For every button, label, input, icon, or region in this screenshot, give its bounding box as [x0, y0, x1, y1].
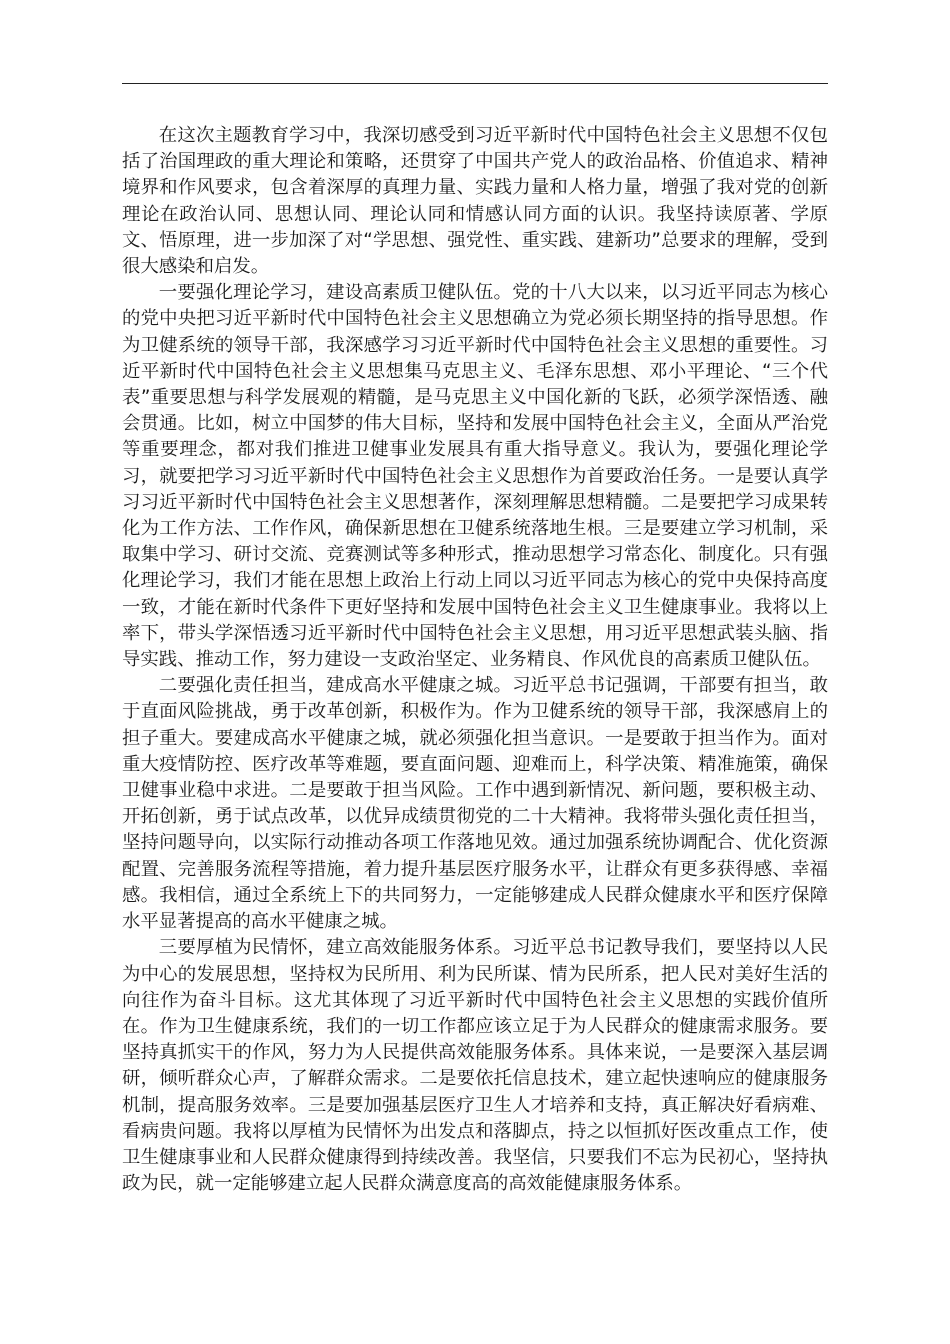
paragraph-intro: 在这次主题教育学习中，我深切感受到习近平新时代中国特色社会主义思想不仅包括了治国理政的重大理论和策略，还贯穿了中国共产党人的政治品格、价值追求、精神境界和作风要求，包含着深厚的真理力量、实践力量和人格力量，增强了我对党的创新理论在政治认同、思想认同、理论认同和情感认同方面的认识。我坚持读原著、学原文、悟原理，进一步加深了对“学思想、强党性、重实践、建新功”总要求的理解，受到很大感染和启发。 [122, 125, 828, 278]
paragraph-theory-study: 一要强化理论学习，建设高素质卫健队伍。党的十八大以来，以习近平同志为核心的党中央把习近平新时代中国特色社会主义思想确立为党必须长期坚持的指导思想。作为卫健系统的领导干部，我深感学习习近平新时代中国特色社会主义思想的重要性。习近平新时代中国特色社会主义思想集马克思主义、毛泽东思想、邓小平理论、“三个代表”重要思想与科学发展观的精髓，是马克思主义中国化新的飞跃，必须学深悟透、融会贯通。比如，树立中国梦的伟大目标，坚持和发展中国特色社会主义，全面从严治党等重要理念，都对我们推进卫健事业发展具有重大指导意义。我认为，要强化理论学习，就要把学习习近平新时代中国特色社会主义思想作为首要政治任务。一是要认真学习习近平新时代中国特色社会主义思想著作，深刻理解思想精髓。二是要把学习成果转化为工作方法、工作作风，确保新思想在卫健系统落地生根。三是要建立学习机制，采取集中学习、研讨交流、竞赛测试等多种形式，推动思想学习常态化、制度化。只有强化理论学习，我们才能在思想上政治上行动上同以习近平同志为核心的党中央保持高度一致，才能在新时代条件下更好坚持和发展中国特色社会主义卫生健康事业。我将以上率下，带头学深悟透习近平新时代中国特色社会主义思想，用习近平思想武装头脑、指导实践、推动工作，努力建设一支政治坚定、业务精良、作风优良的高素质卫健队伍。 [122, 282, 828, 671]
paragraph-people-service: 三要厚植为民情怀，建立高效能服务体系。习近平总书记教导我们，要坚持以人民为中心的发展思想，坚持权为民所用、利为民所谋、情为民所系，把人民对美好生活的向往作为奋斗目标。这尤其体现了习近平新时代中国特色社会主义思想的实践价值所在。作为卫生健康系统，我们的一切工作都应该立足于为人民群众的健康需求服务。要坚持真抓实干的作风，努力为人民提供高效能服务体系。具体来说，一是要深入基层调研，倾听群众心声，了解群众需求。二是要依托信息技术，建立起快速响应的健康服务机制，提高服务效率。三是要加强基层医疗卫生人才培养和支持，真正解决好看病难、看病贵问题。我将以厚植为民情怀为出发点和落脚点，持之以恒抓好医改重点工作，使卫生健康事业和人民群众健康得到持续改善。我坚信，只要我们不忘为民初心，坚持执政为民，就一定能够建立起人民群众满意度高的高效能健康服务体系。 [122, 937, 828, 1195]
document-body [122, 123, 828, 1197]
paragraph-responsibility: 二要强化责任担当，建成高水平健康之城。习近平总书记强调，干部要有担当，敢于直面风险挑战，勇于改革创新，积极作为。作为卫健系统的领导干部，我深感肩上的担子重大。要建成高水平健康之城，就必须强化担当意识。一是要敢于担当作为。面对重大疫情防控、医疗改革等难题，要直面问题、迎难而上，科学决策、精准施策，确保卫健事业稳中求进。二是要敢于担当风险。工作中遇到新情况、新问题，要积极主动、开拓创新，勇于试点改革，以优异成绩贯彻党的二十大精神。我将带头强化责任担当，坚持问题导向，以实际行动推动各项工作落地见效。通过加强系统协调配合、优化资源配置、完善服务流程等措施，着力提升基层医疗服务水平，让群众有更多获得感、幸福感。我相信，通过全系统上下的共同努力，一定能够建成人民群众健康水平和医疗保障水平显著提高的高水平健康之城。 [122, 675, 828, 933]
header-rule [122, 83, 828, 84]
